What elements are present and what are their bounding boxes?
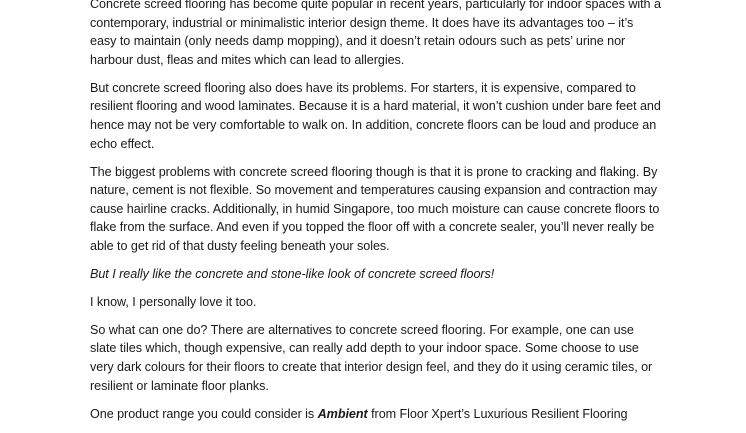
product-name-ambient: Ambient [317,406,368,421]
paragraph-alternatives: So what can one do? There are alternatives to concrete screed flooring. For example, one can use slate tiles which, though expensive, can really add depth to your indoor space. Some choose to use very dark colours for their floors to create that interior design feel, and they do it using ceramic tiles, or resilient or laminate floor planks. [90,322,653,393]
paragraph-problems: But concrete screed flooring also does have its problems. For starters, it is expensive, compared to resilient flooring and wood laminates. Because it is a hard material, it won’t cushion under bare feet and hence may not be very comfortable to walk on. In addition, concrete floors can be loud and produce an echo effect. [90,80,661,151]
paragraph-italic-quote: But I really like the concrete and stone-like look of concrete screed floors! [90,266,495,281]
document-body [90,0,662,433]
product-intro-text: One product range you could consider is [90,406,318,421]
product-source-text: from Floor Xpert’s Luxurious Resilient Flooring [367,406,628,421]
paragraph-cracking: The biggest problems with concrete screed flooring though is that it is prone to cracking and flaking. By nature, cement is not flexible. So movement and temperatures causing expansion and contraction may cause hairline cracks. Additionally, in humid Singapore, too much moisture can cause concrete floors to flake from the surface. And even if you topped the floor off with a concrete sealer, you’ll never really be able to get rid of that dusty feeling beneath your soles. [90,164,660,253]
paragraph-product-range [90,405,662,424]
paragraph-advantages: Concrete screed flooring has become quite popular in recent years, particularly for indoor spaces with a contemporary, industrial or minimalistic interior design theme. It does have its advantages too – it’s easy to maintain (only needs damp mopping), and it doesn’t retain odours such as pets’ urine nor harbour dust, fleas and mites which can lead to allergies. [90,0,661,67]
paragraph-agreement: I know, I personally love it too. [90,294,257,309]
